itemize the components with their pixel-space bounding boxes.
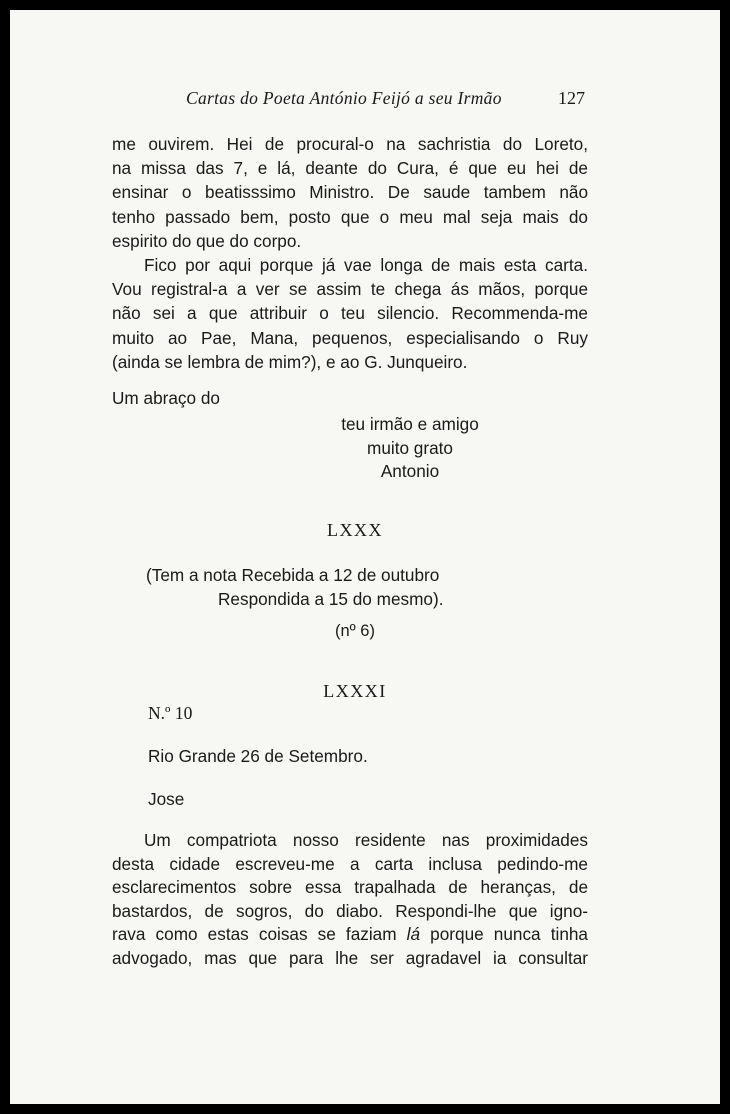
text-segment: rava como estas coisas se faziam <box>112 924 407 945</box>
running-title: Cartas do Poeta António Feijó a seu Irmão <box>186 88 502 108</box>
signature-block <box>310 413 510 484</box>
text-line: na missa das 7, e lá, deante do Cura, é que eu hei de <box>112 158 588 179</box>
section-heading-lxxx: LXXX <box>327 520 383 540</box>
letter-number: N.º 10 <box>148 703 193 723</box>
closing-line: teu irmão e amigo <box>341 414 479 434</box>
signature-name: Antonio <box>380 461 440 481</box>
letter-end-text <box>112 132 588 374</box>
text-segment: porque nunca tinha <box>420 924 588 945</box>
salutation: Jose <box>148 789 185 809</box>
text-line: Vou registral-a a ver se assim te chega ás mãos, porque <box>112 279 588 300</box>
section-heading-lxxxi: LXXXI <box>323 681 387 701</box>
text-line <box>112 923 588 947</box>
text-line: não sei a que attribuir o teu silencio. Recommenda-me <box>112 303 588 324</box>
text-line: bastardos, de sogros, do diabo. Respondi-lhe que igno- <box>112 900 588 921</box>
closing-line: muito grato <box>367 437 453 458</box>
text-line: desta cidade escreveu-me a carta inclusa pedindo-me <box>112 853 588 874</box>
italic-word: lá <box>406 924 421 945</box>
receipt-note <box>146 564 443 611</box>
text-line: advogado, mas que para lhe ser agradavel ia consultar <box>112 947 588 968</box>
page-number: 127 <box>558 88 585 108</box>
text-line: ensinar o beatisssimo Ministro. De saude tambem não <box>112 182 588 203</box>
text-line: me ouvirem. Hei de procural-o na sachristia do Loreto, <box>112 134 588 154</box>
text-line: Fico por aqui porque já vae longa de mais esta carta. <box>144 255 588 276</box>
text-line: muito ao Pae, Mana, pequenos, especialisando o Ruy <box>112 327 588 348</box>
note-line: Respondida a 15 do mesmo). <box>218 588 444 609</box>
text-line: Um compatriota nosso residente nas proximidades <box>144 830 588 850</box>
place-date: Rio Grande 26 de Setembro. <box>148 746 368 766</box>
note-number: (nº 6) <box>335 622 375 640</box>
text-line: esclarecimentos sobre essa trapalhada de heranças, de <box>112 877 588 898</box>
letter-body-text <box>112 829 588 971</box>
text-line: (ainda se lembra de mim?), e ao G. Junqueiro. <box>112 351 468 372</box>
farewell-line: Um abraço do <box>112 388 220 408</box>
text-line: espirito do que do corpo. <box>112 230 302 251</box>
note-line: (Tem a nota Recebida a 12 de outubro <box>146 565 440 585</box>
page-header <box>10 88 720 114</box>
book-page <box>10 10 720 1104</box>
text-line: tenho passado bem, posto que o meu mal seja mais do <box>112 206 588 227</box>
